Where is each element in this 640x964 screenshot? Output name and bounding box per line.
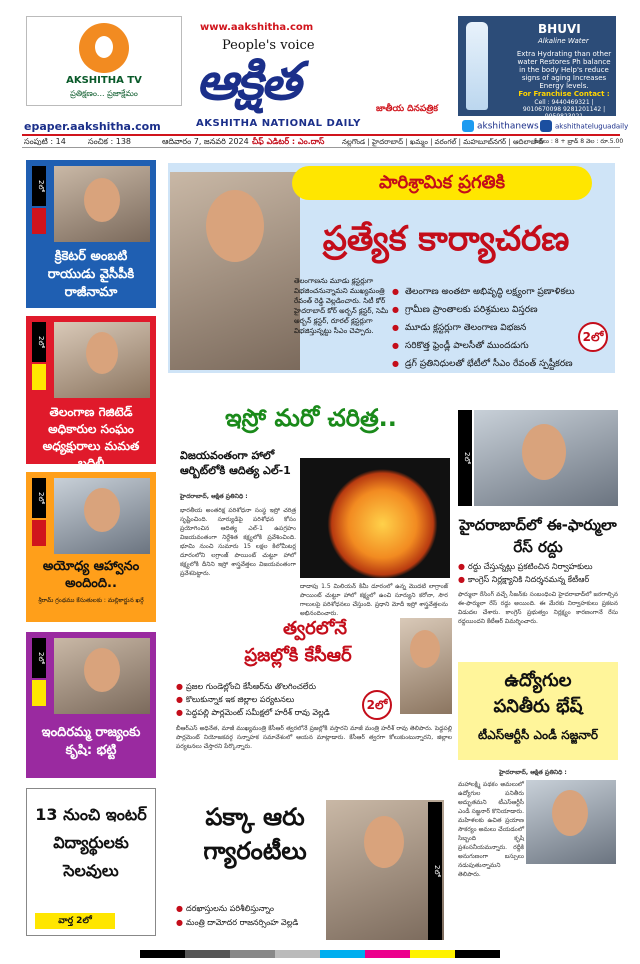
isro-body-2: దాదాపు 1.5 మిలియన్ కిమీ దూరంలో ఉన్న మొదటి లాగ్రాంజ్ పాయింట్ చుట్టూ హాలో కక్ష్యలో ఉంచి సూర్యుని కరోనా, సౌర గాలులపై పరిశోధనలు చేస్తుంది. ప్రధాని మోదీ ఇస్రో శాస్త్రవేత్తలను అభినందించారు. xyxy=(300,583,448,617)
kcr-bullet: ● కొలుకున్నాక ఇక జిల్లాల పర్యటనలు xyxy=(176,694,436,706)
epaper-link[interactable]: epaper.aakshitha.com xyxy=(24,120,161,133)
akshitha-tv-emblem-icon xyxy=(79,23,129,73)
guarantees-bullets xyxy=(176,902,336,930)
tv-name: AKSHITHA TV xyxy=(66,75,142,86)
ktr-headline: హైదరాబాద్‌లో ఈ-ఫార్ములా రేస్ రద్దు xyxy=(459,516,617,556)
ktr-tag-label: 2లో xyxy=(458,410,472,506)
side-caption: ఇందిరమ్మ రాజ్యంకు కృషి: భట్టి xyxy=(41,725,141,758)
ad-text: Extra Hydrating than other water Restores Ph balance in the body Help's reduce signs of aging Increases Energy levels. xyxy=(516,50,612,90)
side-tag-label: 2లో xyxy=(32,638,46,678)
ad-contact-heading: For Franchise Contact : xyxy=(518,90,610,98)
rayudu-photo xyxy=(54,166,150,242)
guarantees-headline: పక్కా ఆరు గ్యారంటీలు xyxy=(203,803,307,865)
side-tag-label: 2లో xyxy=(32,322,46,362)
lead-intro: తెలంగాణను మూడు క్లస్టర్లుగా విభజించనున్నామని ముఖ్యమంత్రి రేవంత్ రెడ్డి వెల్లడించారు. సిటీ కోర్ హైదరాబాద్ కోర్ అర్బన్ క్లస్టర్, సెమీ అర్బన్ క్లస్టర్, రూరల్ క్లస్టర్లుగా విభజిస్తున్నట్టు సీఎం చెప్పారు. xyxy=(294,277,389,335)
ktr-photo xyxy=(474,410,618,506)
emp-headline-1: ఉద్యోగుల xyxy=(504,670,572,691)
facebook-label: akshithateluguadaily xyxy=(555,122,629,131)
side-tag-accent xyxy=(32,520,46,546)
emp-dateline: హైదరాబాద్, ఆక్షిత ప్రతినిధి : xyxy=(499,769,567,776)
isro-body-1: భారతీయ అంతరిక్ష పరిశోధనా సంస్థ ఇస్రో చరిత్ర సృష్టించింది. సూర్యుడిపై పరిశోధన కోసం ప్రయోగించిన ఆదిత్య ఎల్-1 ఉపగ్రహం విజయవంతంగా నిర్దేశిత కక్ష్యలోకి ప్రవేశించింది. భూమి నుంచి సుమారు 15 లక్షల కిలోమీటర్ల దూరంలోని లగ్రాంజ్ పాయింట్ చుట్టూ హాలో కక్ష్యలోకి దీనిని ఇస్రో శాస్త్రవేత్తలు విజయవంతంగా ప్రవేశపెట్టారు. xyxy=(180,507,296,577)
kcr-bullet: ● పెద్దపల్లి పార్లమెంట్ సమీక్షలో హరీశ్ రావు వెల్లడి xyxy=(176,707,436,719)
side-tag xyxy=(32,638,46,678)
sun-image xyxy=(300,458,450,578)
ktr-bullet: ● కాంగ్రెస్ నిర్లక్ష్యానికి నిదర్శనమన్న కేటీఆర్ xyxy=(458,573,618,586)
guarantees-bullet: ● మంత్రి దామోదర రాజనర్సింహ వెల్లడి xyxy=(176,916,336,930)
chief-editor: చీఫ్ ఎడిటర్ : ఎం.దాస్ xyxy=(252,137,325,146)
kcr-kicker: త్వరలోనే xyxy=(283,618,347,639)
issue: సంచిక : 138 xyxy=(88,137,132,146)
facebook-handle[interactable] xyxy=(540,120,628,132)
sajjanar-photo xyxy=(526,780,616,864)
akshitha-tv-logo xyxy=(26,16,182,106)
kcr-continued-badge[interactable]: 2లో xyxy=(362,690,392,720)
side-caption: తెలంగాణ గెజిటెడ్ అధికారుల సంఘం అధ్యక్షురాలు మమత బదిలీ xyxy=(42,405,140,470)
lead-headline: ప్రత్యేక కార్యాచరణ xyxy=(322,219,570,259)
side-caption: క్రికెటర్ అంబటి రాయుడు వైసీపీకి రాజీనామా xyxy=(47,249,135,300)
isro-headline: ఇస్రో మరో చరిత్ర.. xyxy=(225,404,397,432)
emp-headline-3: టీఎస్ఆర్టీసీ ఎండీ సజ్జనార్ xyxy=(478,728,598,742)
side-tag-label: 2లో xyxy=(32,478,46,518)
side-tag xyxy=(32,166,46,206)
issue-date: ఆదివారం 7, జనవరి 2024 xyxy=(162,137,249,146)
lead-bullet: ● డ్రగ్ ప్రతినిధులతో భేటీలో సీఎం రేవంత్ స్పష్టీకరణ xyxy=(392,355,614,373)
facebook-icon xyxy=(540,120,552,132)
lead-bullet: ● మూడు క్లస్టర్లుగా తెలంగాణ విభజన xyxy=(392,319,614,337)
employees-story[interactable] xyxy=(458,662,618,760)
newspaper-title-en: AKSHITHA NATIONAL DAILY xyxy=(196,118,361,129)
lead-bullet: ● సరికొత్త ఫ్రెండ్లీ పాలసీతో ముందడుగు xyxy=(392,337,614,355)
ktr-side-tag xyxy=(458,410,472,506)
isro-dateline: హైదరాబాద్, ఆక్షిత ప్రతినిధి : xyxy=(180,493,248,500)
ad-brand: BHUVI xyxy=(538,22,581,36)
damodara-photo xyxy=(326,800,444,940)
inter-continued: వార్త 2లో xyxy=(35,913,115,929)
inter-text: 13 నుంచి ఇంటర్ విద్యార్థులకు సెలవులు xyxy=(35,805,147,880)
kcr-bullets xyxy=(176,681,436,720)
tagline-en: People's voice xyxy=(222,38,315,53)
editions: నల్లగొండ | హైదరాబాద్ | ఖమ్మం | వరంగల్ | మహబూబ్‌నగర్ | ఆదిలాబాద్ xyxy=(342,138,544,146)
newspaper-title: ఆక్షిత xyxy=(196,51,300,112)
pages-price: పేజీలు : 8 + బ్రాడ్ 8 వెల : రూ.5.00 xyxy=(534,138,624,145)
ad-brand-sub: Alkaline Water xyxy=(538,37,589,45)
side-tag xyxy=(32,322,46,362)
side-story-bhatti[interactable] xyxy=(26,632,156,778)
tv-tagline: ప్రతిక్షణం... ప్రజాక్షేమం xyxy=(70,89,138,98)
ktr-body: ఫార్ములా రేసింగ్ వచ్చే సీజన్‌కు సంబంధించి హైదరాబాద్‌లో జరగాల్సిన ఈ-ఫార్ములా రేస్ రద్దు అయింది. ఈ మేరకు నిర్వాహకులు ప్రకటన విడుదల చేశారు. కాంగ్రెస్ ప్రభుత్వం నిర్లక్ష్యం కారణంగానే రేసు రద్దయిందని కేటీఆర్ విమర్శించారు. xyxy=(458,591,618,625)
kcr-bullet: ● ప్రజల గుండెల్లోంచి కేసీఆర్‌ను తొలగించలేరు xyxy=(176,681,436,693)
ktr-bullet: ● రద్దు చేస్తున్నట్లు ప్రకటించిన నిర్వాహకులు xyxy=(458,560,618,573)
guarantees-bullet: ● దరఖాస్తులను పరిశీలిస్తున్నాం xyxy=(176,902,336,916)
isro-subhead: విజయవంతంగా హాలో ఆర్బిట్‌లోకి ఆదిత్య ఎల్-1 xyxy=(180,449,291,477)
ktr-bullets xyxy=(458,560,618,586)
twitter-handle[interactable] xyxy=(462,120,539,132)
volume: సంపుటి : 14 xyxy=(24,137,66,146)
side-tag xyxy=(32,478,46,518)
side-credit: శ్రీరామ్ గ్రంథము కేసుతులకు : మల్లికార్జున ఖర్గే xyxy=(38,597,144,604)
side-caption: అయోధ్య ఆహ్వానం అందింది.. xyxy=(42,559,140,591)
kcr-body: బీఆర్ఎస్ అధినేత, మాజీ ముఖ్యమంత్రి కేసీఆర్ త్వరలోనే ప్రజల్లోకి వస్తారని మాజీ మంత్రి హరీశ్ రావు తెలిపారు. పెద్దపల్లి పార్లమెంట్ నియోజకవర్గ సన్నాహక సమావేశంలో ఆయన మాట్లాడారు. కేసీఆర్ త్వరగా కోలుకుంటున్నారని, జిల్లాల పర్యటనలు చేస్తారని పేర్కొన్నారు. xyxy=(176,725,452,750)
bhuvi-water-ad[interactable] xyxy=(458,16,616,120)
side-story-rayudu[interactable] xyxy=(26,160,156,308)
twitter-icon xyxy=(462,120,474,132)
mamatha-photo xyxy=(54,322,150,398)
side-tag-label: 2లో xyxy=(32,166,46,206)
twitter-label: akshithanews xyxy=(477,121,539,132)
lead-continued-badge[interactable]: 2లో xyxy=(578,322,608,352)
side-story-mamatha[interactable] xyxy=(26,316,156,470)
guarantees-tag-label: 2లో xyxy=(428,802,442,940)
side-tag-accent xyxy=(32,364,46,390)
inter-holidays-story[interactable] xyxy=(26,788,156,936)
print-color-bar xyxy=(140,950,500,958)
lead-bullet: ● తెలంగాణ అంతటా అభివృద్ధి లక్ష్యంగా ప్రణాళికలు xyxy=(392,283,614,301)
side-story-ayodhya[interactable] xyxy=(26,472,156,622)
dateline-bar xyxy=(22,134,624,148)
bhatti-photo xyxy=(54,638,150,714)
lead-kicker: పారిశ్రామిక ప్రగతికి xyxy=(292,166,592,200)
site-url[interactable]: www.aakshitha.com xyxy=(200,22,314,33)
newspaper-subtitle: జాతీయ దినపత్రిక xyxy=(376,104,438,114)
water-bottle-icon xyxy=(466,22,488,110)
guarantees-side-tag xyxy=(428,802,442,940)
side-tag-accent xyxy=(32,680,46,706)
emp-body: మహాలక్ష్మి పథకం అమలులో ఉద్యోగుల పనితీరు అద్భుతమని టీఎస్ఆర్టీసీ ఎండీ సజ్జనార్ కొనియాడారు. మహిళలకు ఉచిత ప్రయాణ సౌకర్యం అమలు చేయడంలో సిబ్బంది కృషి ప్రశంసనీయమన్నారు. రద్దీకి అనుగుణంగా బస్సులు నడుపుతున్నామని తెలిపారు. xyxy=(458,781,524,878)
side-tag-accent xyxy=(32,208,46,234)
kharge-photo xyxy=(54,478,150,554)
ad-contact: Cell : 9440469321 | 9010670098 9281201142 | 9959823021 xyxy=(522,99,606,120)
kcr-headline: ప్రజల్లోకి కేసీఆర్ xyxy=(244,645,352,666)
emp-headline-2: పనితీరు భేష్ xyxy=(493,696,583,717)
lead-bullet: ● గ్రామీణ ప్రాంతాలకు పరిశ్రమలు విస్తరణ xyxy=(392,301,614,319)
